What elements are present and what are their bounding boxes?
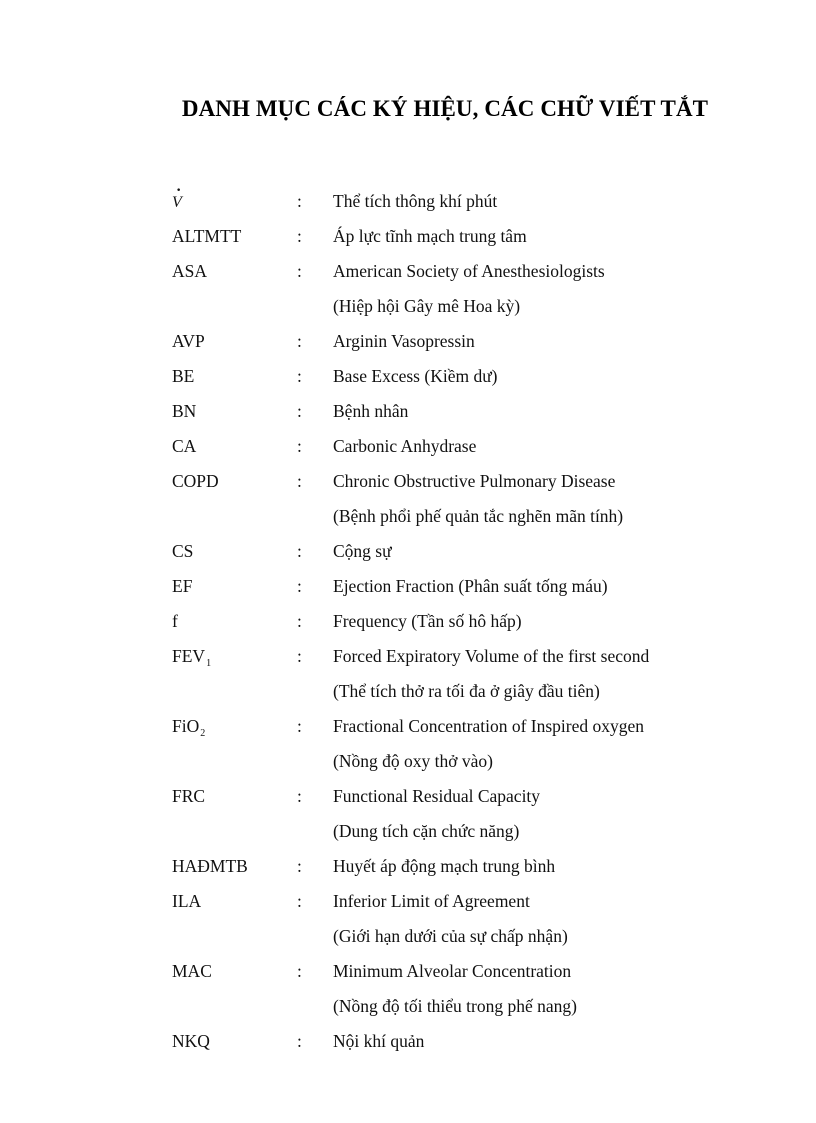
separator: : bbox=[297, 891, 302, 911]
separator: : bbox=[297, 261, 302, 281]
abbreviation-description: Huyết áp động mạch trung bình bbox=[333, 856, 556, 876]
abbreviation-term: $FEV_1$ bbox=[172, 646, 212, 669]
list-item bbox=[172, 222, 732, 257]
list-item bbox=[172, 362, 732, 397]
abbreviation-term: ILA bbox=[172, 891, 202, 911]
abbreviation-translation: (Bệnh phổi phế quản tắc nghẽn mãn tính) bbox=[333, 506, 624, 526]
abbreviation-term: HAĐMTB bbox=[172, 856, 248, 876]
separator: : bbox=[297, 786, 302, 806]
abbreviation-term: COPD bbox=[172, 471, 219, 491]
subscript: 2 bbox=[200, 728, 206, 739]
separator: : bbox=[297, 331, 302, 351]
separator: : bbox=[297, 471, 302, 491]
v-dot-symbol: · V bbox=[172, 189, 182, 217]
page-title: DANH MỤC CÁC KÝ HIỆU, CÁC CHỮ VIẾT TẮT bbox=[181, 96, 709, 121]
separator: : bbox=[297, 646, 302, 666]
abbreviation-term: FiO$_2$ bbox=[172, 716, 206, 739]
list-item-continuation bbox=[172, 502, 732, 537]
list-item bbox=[172, 852, 732, 887]
separator: : bbox=[297, 226, 302, 246]
abbreviation-description: Carbonic Anhydrase bbox=[333, 436, 477, 456]
abbreviation-description: Bệnh nhân bbox=[333, 401, 409, 421]
abbreviation-translation: (Nồng độ tối thiểu trong phế nang) bbox=[333, 996, 577, 1016]
list-item bbox=[172, 572, 732, 607]
list-item bbox=[172, 782, 732, 817]
abbreviation-description: Forced Expiratory Volume of the first second bbox=[333, 646, 650, 666]
abbreviation-description: Frequency (Tần số hô hấp) bbox=[333, 611, 522, 631]
separator: : bbox=[297, 191, 302, 211]
abbreviation-term: MAC bbox=[172, 961, 212, 981]
abbreviation-term bbox=[172, 182, 182, 217]
abbreviation-description: Ejection Fraction (Phân suất tống máu) bbox=[333, 576, 608, 596]
separator: : bbox=[297, 1031, 302, 1051]
abbreviation-term: AVP bbox=[172, 331, 205, 351]
separator: : bbox=[297, 576, 302, 596]
list-item bbox=[172, 257, 732, 292]
abbreviation-term: EF bbox=[172, 576, 193, 596]
list-item bbox=[172, 1027, 732, 1062]
abbreviation-term: FRC bbox=[172, 786, 206, 806]
abbreviation-term: CS bbox=[172, 541, 194, 561]
dot-accent-icon: · bbox=[176, 182, 182, 199]
abbreviation-term: f bbox=[172, 611, 178, 631]
list-item bbox=[172, 642, 732, 677]
separator: : bbox=[297, 366, 302, 386]
abbreviation-description: Inferior Limit of Agreement bbox=[333, 891, 530, 911]
abbreviation-term: ASA bbox=[172, 261, 208, 281]
abbreviation-description: Arginin Vasopressin bbox=[333, 331, 475, 351]
separator: : bbox=[297, 611, 302, 631]
list-item bbox=[172, 182, 732, 222]
list-item bbox=[172, 467, 732, 502]
abbreviation-translation: (Nồng độ oxy thở vào) bbox=[333, 751, 493, 771]
separator: : bbox=[297, 401, 302, 421]
abbreviation-translation: (Thể tích thở ra tối đa ở giây đầu tiên) bbox=[333, 681, 600, 701]
abbreviation-term: ALTMTT bbox=[172, 226, 242, 246]
list-item bbox=[172, 712, 732, 747]
list-item bbox=[172, 607, 732, 642]
abbreviation-term: BE bbox=[172, 366, 195, 386]
separator: : bbox=[297, 856, 302, 876]
list-item bbox=[172, 957, 732, 992]
list-item-continuation bbox=[172, 677, 732, 712]
subscript: 1 bbox=[206, 658, 212, 669]
list-item bbox=[172, 887, 732, 922]
abbreviation-description: Functional Residual Capacity bbox=[333, 786, 541, 806]
abbreviation-description: Chronic Obstructive Pulmonary Disease bbox=[333, 471, 616, 491]
list-item-continuation bbox=[172, 747, 732, 782]
abbreviation-list bbox=[172, 182, 732, 1062]
abbreviation-description: Minimum Alveolar Concentration bbox=[333, 961, 572, 981]
separator: : bbox=[297, 436, 302, 456]
list-item-continuation bbox=[172, 817, 732, 852]
abbreviation-translation: (Hiệp hội Gây mê Hoa kỳ) bbox=[333, 296, 521, 316]
list-item-continuation bbox=[172, 292, 732, 327]
abbreviation-description: Fractional Concentration of Inspired oxygen bbox=[333, 716, 645, 736]
abbreviation-description: American Society of Anesthesiologists bbox=[333, 261, 605, 281]
abbreviation-term: NKQ bbox=[172, 1031, 210, 1051]
separator: : bbox=[297, 961, 302, 981]
list-item bbox=[172, 432, 732, 467]
abbreviation-description: Áp lực tĩnh mạch trung tâm bbox=[333, 226, 527, 246]
abbreviation-description: Base Excess (Kiềm dư) bbox=[333, 366, 498, 386]
list-item-continuation bbox=[172, 922, 732, 957]
list-item bbox=[172, 397, 732, 432]
list-item-continuation bbox=[172, 992, 732, 1027]
list-item bbox=[172, 327, 732, 362]
abbreviation-translation: (Giới hạn dưới của sự chấp nhận) bbox=[333, 926, 568, 946]
list-item bbox=[172, 537, 732, 572]
abbreviation-description: Thể tích thông khí phút bbox=[333, 191, 498, 211]
abbreviation-description: Nội khí quản bbox=[333, 1031, 425, 1051]
abbreviation-description: Cộng sự bbox=[333, 541, 392, 561]
abbreviation-term: CA bbox=[172, 436, 197, 456]
abbreviation-term: BN bbox=[172, 401, 197, 421]
separator: : bbox=[297, 716, 302, 736]
abbreviation-translation: (Dung tích cặn chức năng) bbox=[333, 821, 520, 841]
separator: : bbox=[297, 541, 302, 561]
